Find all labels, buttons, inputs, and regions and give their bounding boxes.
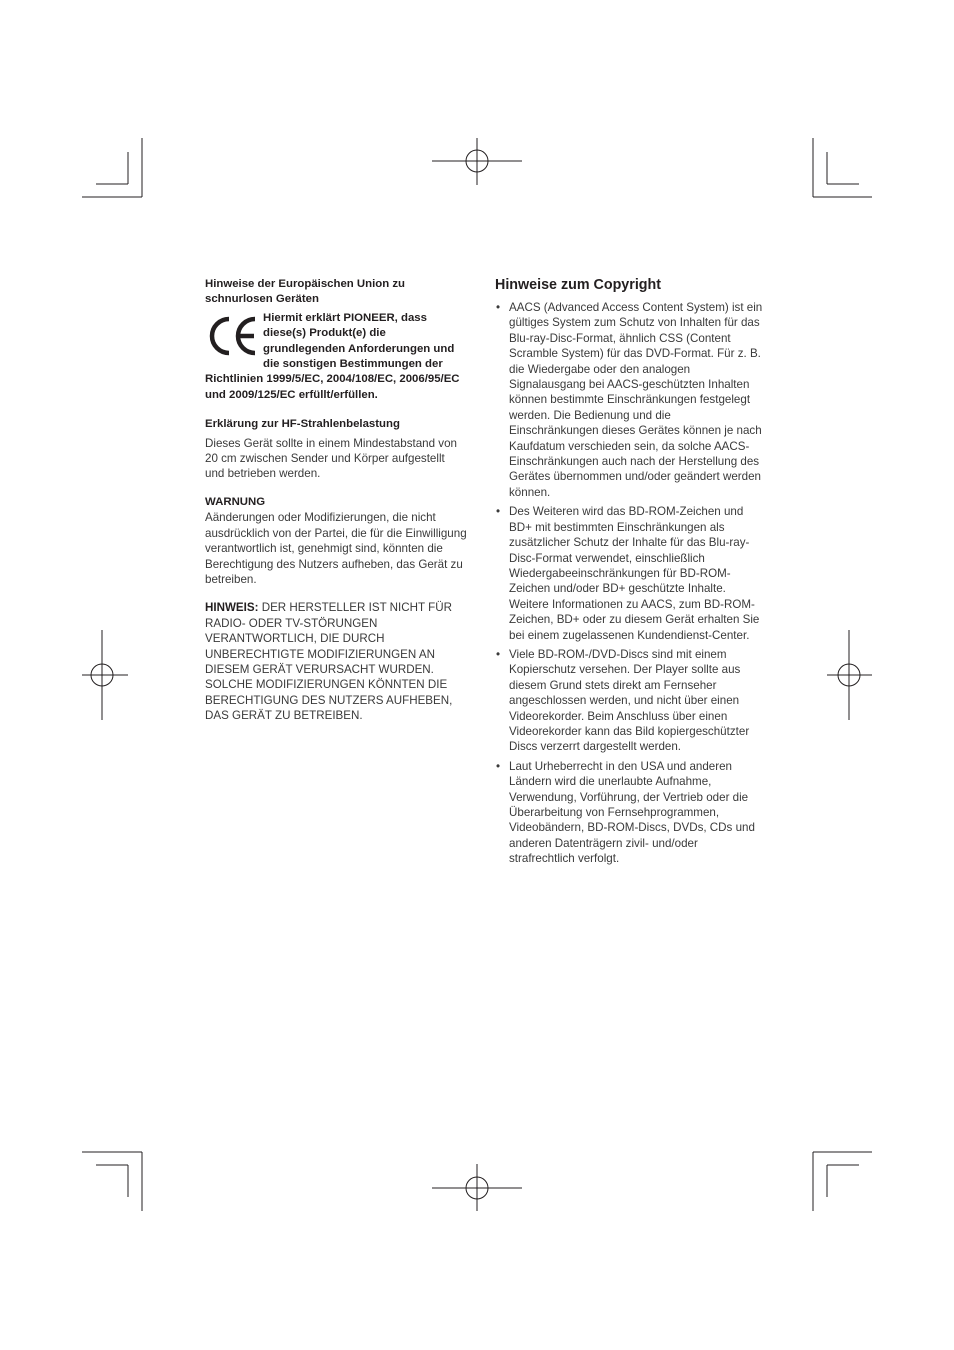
list-item <box>495 647 763 755</box>
list-item-text: Des Weiteren wird das BD-ROM-Zeichen und BD+ mit bestimmten Einschränkungen als zusätzlicher Schutz der Inhalte für das Blu-ray-Disc-Format verwendet, einschließlich Wiedergabeeinschränkungen für BD-ROM-Zeichen und/oder BD+ geschützte Inhalte. Weitere Informationen zu AACS, zum BD-ROM-Zeichen, BD+ oder zu diesem Gerät erhalten Sie bei einem zugelassenen Kundendienst-Center. <box>509 505 760 642</box>
registration-target-top <box>432 138 522 185</box>
bullet-icon: • <box>496 647 501 661</box>
notice-text: DER HERSTELLER IST NICHT FÜR RADIO- ODER TV-STÖRUNGEN VERANTWORTLICH, DIE DURCH UNBERECHTIGTE MODIFIZIERUNGEN AN DIESEM GERÄT VERURSACHT WURDEN. SOLCHE MODIFIZIERUNGEN KÖNNTEN DIE BERECHTIGUNG DES NUTZERS AUFHEBEN, DAS GERÄT ZU BETREIBEN. <box>205 601 453 723</box>
list-item <box>495 504 763 643</box>
notice-paragraph <box>205 600 467 723</box>
left-column <box>205 277 467 724</box>
ce-declaration-text: Hiermit erklärt PIONEER, dass diese(s) Produkt(e) die grundlegenden Anforderungen und die sonstigen Bestimmungen der Richtlinien 1999/5/EC, 2004/108/EC, 2006/95/EC und 2009/125/EC erfüllt/erfüllen. <box>205 311 460 401</box>
bullet-icon: • <box>496 759 501 773</box>
warning-section <box>205 495 467 587</box>
hf-text: Dieses Gerät sollte in einem Mindestabstand von 20 cm zwischen Sender und Körper aufgestellt und betrieben werden. <box>205 436 457 481</box>
registration-target-bottom <box>432 1164 522 1211</box>
hf-section <box>205 417 467 482</box>
registration-target-left <box>82 630 128 720</box>
notice-section <box>205 600 467 723</box>
warning-heading: WARNUNG <box>205 495 266 508</box>
warning-text: Aänderungen oder Modifizierungen, die nicht ausdrücklich von der Partei, die für die Einwilligung verantwortlich ist, genehmigt sind, könnten die Berechtigung des Nutzers aufheben, das Gerät zu betreiben. <box>205 511 467 586</box>
list-item <box>495 300 763 500</box>
bullet-icon: • <box>496 505 501 519</box>
list-item <box>495 759 763 867</box>
notice-label: HINWEIS: <box>205 601 259 615</box>
right-column <box>495 276 763 871</box>
list-item-text: Viele BD-ROM-/DVD-Discs sind mit einem Kopierschutz versehen. Der Player sollte aus diesem Grund stets direkt am Fernseher angeschlossen werden, und nicht über einen Videorekorder. Beim Anschluss über einen Videorekorder kann das Bild kopiergeschützter Discs verzerrt dargestellt werden. <box>509 647 750 754</box>
list-item-text: AACS (Advanced Access Content System) ist ein gültiges System zum Schutz von Inhalten für das Blu-ray-Disc-Format, ähnlich CSS (Content Scramble System) für das DVD-Format. Für z. B. die Wiedergabe oder den analogen Signalausgang bei AACS-geschützten Inhalten können bestimmte Einschränkungen festgelegt werden. Die Bedienung und die Einschränkungen dieses Gerätes können je nach Kaufdatum verschieden sein, da solche AACS-Einschränkungen auch nach der Herstellung des Gerätes übernommen und/oder geändert werden können. <box>509 301 763 499</box>
bullet-icon: • <box>496 301 501 314</box>
list-item-text: Laut Urheberrecht in den USA und anderen Ländern wird die unerlaubte Aufnahme, Verwendung, Vorführung, der Vertrieb oder die Überarbeitung von Fernsehprogrammen, Videobändern, BD-ROM-Discs, DVDs, CDs und anderen Datenträgern zivil- und/oder strafrechtlich verfolgt. <box>509 759 755 866</box>
eu-notice-heading: Hinweise der Europäischen Union zu schnurlosen Geräten <box>205 278 406 306</box>
copyright-heading: Hinweise zum Copyright <box>495 277 662 293</box>
copyright-bullet-list <box>495 300 763 867</box>
ce-mark-icon <box>205 313 259 359</box>
ce-declaration-block <box>205 311 467 403</box>
hf-heading: Erklärung zur HF-Strahlenbelastung <box>205 418 400 431</box>
registration-target-right <box>827 630 872 720</box>
